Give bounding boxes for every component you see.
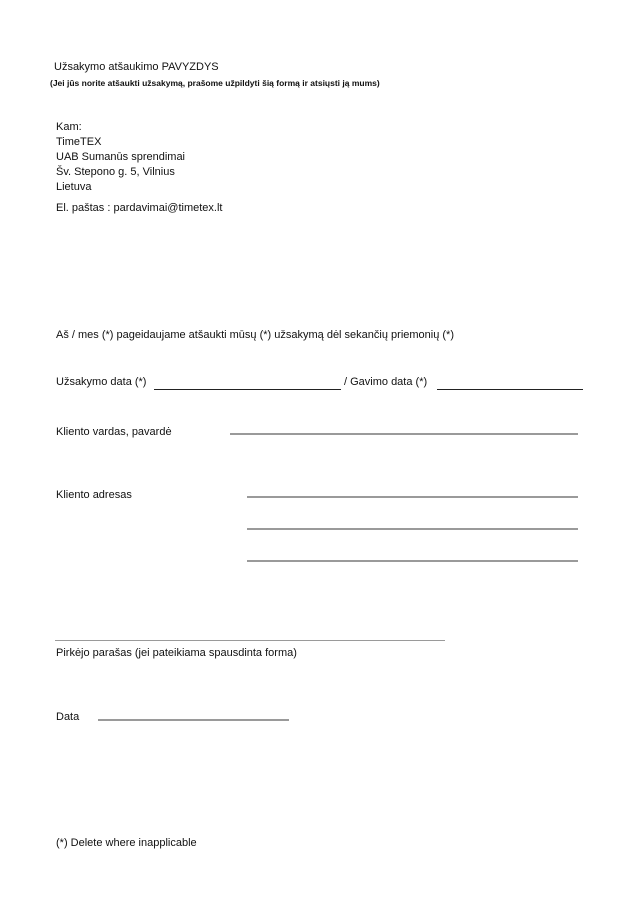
receipt-date-field[interactable]	[437, 389, 583, 390]
client-name-field[interactable]	[230, 433, 578, 435]
country: Lietuva	[56, 181, 92, 193]
client-address-field-line-1[interactable]	[247, 496, 578, 498]
recipient-email: El. paštas : pardavimai@timetex.lt	[56, 202, 223, 214]
street-address: Šv. Stepono g. 5, Vilnius	[56, 166, 175, 178]
date-field[interactable]	[98, 719, 289, 721]
client-name-label: Kliento vardas, pavardė	[56, 426, 172, 438]
client-address-field-line-2[interactable]	[247, 528, 578, 530]
order-date-label: Užsakymo data (*)	[56, 376, 147, 388]
form-subtitle: (Jei jūs norite atšaukti užsakymą, prašome užpildyti šią formą ir atsiųsti ją mums)	[50, 78, 380, 88]
cancellation-statement: Aš / mes (*) pageidaujame atšaukti mūsų (*) užsakymą dėl sekančių priemonių (*)	[56, 329, 454, 341]
recipient-address	[56, 120, 185, 195]
form-title: Užsakymo atšaukimo PAVYZDYS	[54, 61, 219, 73]
company-short: TimeTEX	[56, 136, 102, 148]
date-label: Data	[56, 711, 80, 723]
client-address-field-line-3[interactable]	[247, 560, 578, 562]
company-full: UAB Sumanūs sprendimai	[56, 151, 186, 163]
order-date-field[interactable]	[154, 389, 341, 390]
signature-label: Pirkėjo parašas (jei pateikiama spausdinta forma)	[56, 647, 297, 659]
to-label: Kam:	[56, 121, 82, 133]
signature-field[interactable]	[55, 640, 445, 641]
client-address-label: Kliento adresas	[56, 489, 132, 501]
footnote: (*) Delete where inapplicable	[56, 837, 197, 849]
receipt-date-label: / Gavimo data (*)	[344, 376, 428, 388]
